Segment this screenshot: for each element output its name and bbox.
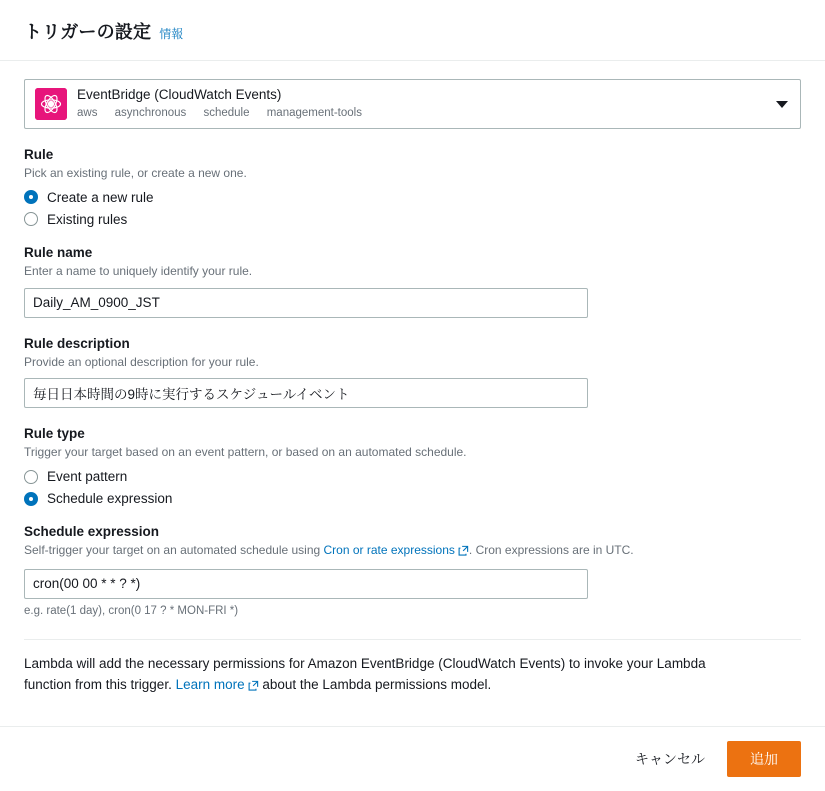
radio-label: Create a new rule <box>47 189 154 205</box>
schedule-expression-input[interactable] <box>24 569 588 599</box>
rule-description-input[interactable] <box>24 378 588 408</box>
radio-indicator[interactable] <box>24 212 38 226</box>
radio-schedule-expression[interactable] <box>24 491 801 506</box>
radio-indicator[interactable] <box>24 492 38 506</box>
cancel-button[interactable]: キャンセル <box>631 743 709 775</box>
radio-label: Existing rules <box>47 211 128 227</box>
radio-create-new-rule[interactable] <box>24 190 801 205</box>
schedule-expression-hint <box>24 542 801 561</box>
rule-description-hint: Provide an optional description for your rule. <box>24 354 259 369</box>
radio-indicator[interactable] <box>24 190 38 204</box>
permissions-note <box>24 640 754 698</box>
schedule-expression-group <box>24 524 801 617</box>
note-part1: Lambda will add the necessary permissions for Amazon EventBridge (CloudWatch Events) to invoke your Lambda function from this trigger. <box>24 655 706 692</box>
trigger-tag: schedule <box>203 107 250 120</box>
radio-label: Schedule expression <box>47 491 173 507</box>
rule-description-group <box>24 336 801 409</box>
rule-type-label: Rule type <box>24 426 85 442</box>
hint-suffix: . Cron expressions are in UTC. <box>468 543 634 558</box>
hint-prefix: Self-trigger your target on an automated schedule using <box>24 543 324 558</box>
rule-hint: Pick an existing rule, or create a new one. <box>24 166 247 180</box>
external-link-icon <box>458 544 469 561</box>
note-part2: about the Lambda permissions model. <box>258 676 492 692</box>
rule-name-group <box>24 245 801 318</box>
link-text: Cron or rate expressions <box>323 543 455 558</box>
rule-name-input[interactable] <box>24 288 588 318</box>
rule-type-group <box>24 426 801 506</box>
radio-event-pattern[interactable] <box>24 469 801 484</box>
trigger-tag: management-tools <box>266 107 362 120</box>
info-link[interactable]: 情報 <box>159 27 184 41</box>
rule-description-label: Rule description <box>24 335 130 351</box>
external-link-icon <box>248 677 259 698</box>
trigger-source-name: EventBridge (CloudWatch Events) <box>77 87 282 103</box>
rule-name-label: Rule name <box>24 244 93 260</box>
schedule-expression-example: e.g. rate(1 day), cron(0 17 ? * MON-FRI *) <box>24 604 239 617</box>
rule-type-hint: Trigger your target based on an event pattern, or based on an automated schedule. <box>24 445 467 460</box>
learn-more-link[interactable] <box>176 677 259 692</box>
page-title: トリガーの設定 <box>24 22 152 42</box>
rule-group <box>24 147 801 227</box>
add-button[interactable]: 追加 <box>727 741 801 777</box>
chevron-down-icon[interactable] <box>776 101 788 108</box>
trigger-tag: aws <box>77 107 98 120</box>
rule-name-hint: Enter a name to uniquely identify your rule. <box>24 263 253 278</box>
link-text: Learn more <box>175 676 245 692</box>
radio-label: Event pattern <box>47 469 128 485</box>
schedule-expression-label: Schedule expression <box>24 524 160 540</box>
panel-body <box>0 61 825 726</box>
trigger-source-tags <box>77 106 768 120</box>
eventbridge-icon <box>35 88 67 120</box>
panel-footer <box>0 726 825 791</box>
panel-header <box>0 0 825 61</box>
radio-indicator[interactable] <box>24 470 38 484</box>
trigger-tag: asynchronous <box>114 107 187 120</box>
rule-label: Rule <box>24 147 54 162</box>
trigger-source-select[interactable] <box>24 79 801 129</box>
trigger-source-text <box>77 87 768 120</box>
radio-existing-rules[interactable] <box>24 212 801 227</box>
cron-rate-expressions-link[interactable] <box>324 543 469 557</box>
